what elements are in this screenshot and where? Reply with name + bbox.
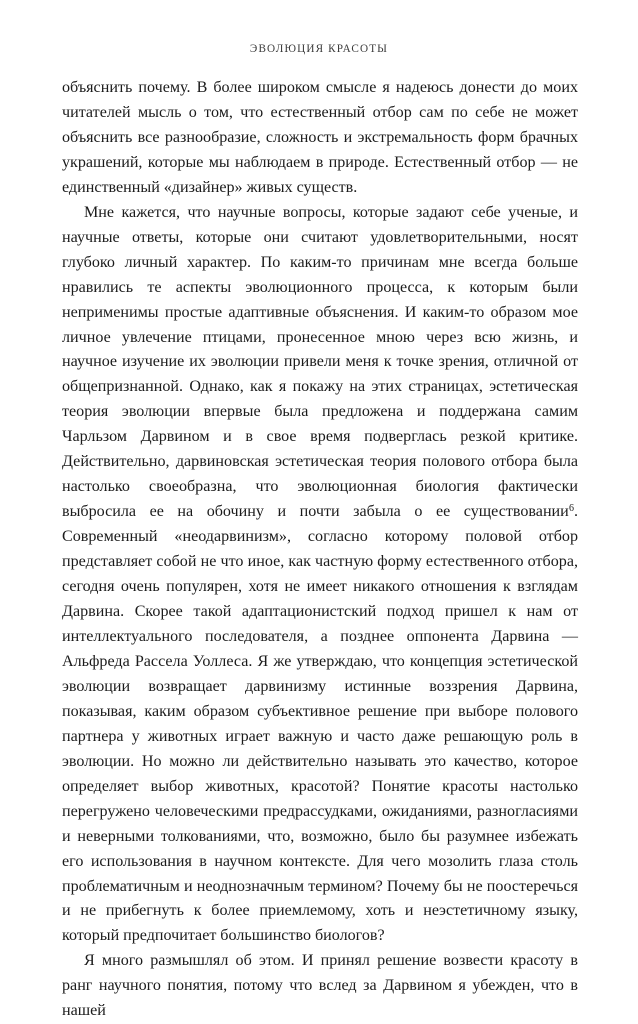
running-head: ЭВОЛЮЦИЯ КРАСОТЫ [249, 43, 389, 55]
body-text-block [62, 76, 578, 1024]
paragraph-2-text-before-footnote: Мне кажется, что научные вопросы, которые задают себе ученые, и научные ответы, которые они считают удовлетворительными, носят глубоко личный характер. По каким-то причинам мне всегда больше нравились те аспекты эволюционного процесса, к которым были неприменимы простые адаптивные объяснения. И каким-то образом мое личное увлечение птицами, пронесенное мною через всю жизнь, и научное изучение их эволюции привели меня к точке зрения, отличной от общепризнанной. Однако, как я покажу на этих страницах, эстетическая теория эволюции впервые была предложена и поддержана самим Чарльзом Дарвином и в свое время подверглась резкой критике. Действительно, дарвиновская эстетическая теория полового отбора была настолько своеобразна, что эволюционная биология фактически выбросила ее на обочину и почти забыла о ее существовании [62, 203, 578, 521]
footnote-marker-6[interactable]: 6 [568, 503, 574, 515]
paragraph-3: Я много размышлял об этом. И принял решение возвести красоту в ранг научного понятия, потому что вслед за Дарвином я убежден, что в нашей [62, 952, 578, 1020]
paragraph-2-text-after-footnote: . Современный «неодарвинизм», согласно которому половой отбор представляет собой не что иное, как частную форму естественного отбора, сегодня очень популярен, хотя не имеет никакого отношения к взглядам Дарвина. Скорее такой адаптационистский подход пришел к нам от интеллектуального последователя, а позднее оппонента Дарвина — Альфреда Рассела Уоллеса. Я же утверждаю, что концепция эстетической эволюции возвращает дарвинизму истинные воззрения Дарвина, показывая, каким образом субъективное решение при выборе полового партнера у животных играет важную и часто даже решающую роль в эволюции. Но можно ли действительно называть это качество, которое определяет выбор животных, красотой? Понятие красоты настолько перегружено человеческими предрассудками, ожиданиями, разногласиями и неверными толкованиями, что, возможно, было бы разумнее избежать его использования в научном контексте. Для чего мозолить глаза столь проблематичным и неоднозначным термином? Почему бы не поостеречься и не прибегнуть к более приемлемому, хоть и неэстетичному языку, который предпочитает большинство биологов? [62, 503, 578, 945]
paragraph-1: объяснить почему. В более широком смысле я надеюсь донести до моих читателей мысль о том, что естественный отбор сам по себе не может объяснить все разнообразие, сложность и экстремальность форм брачных украшений, которые мы наблюдаем в природе. Естественный отбор — не единственный «дизайнер» живых существ. [62, 79, 578, 196]
paragraph-2 [62, 201, 578, 950]
